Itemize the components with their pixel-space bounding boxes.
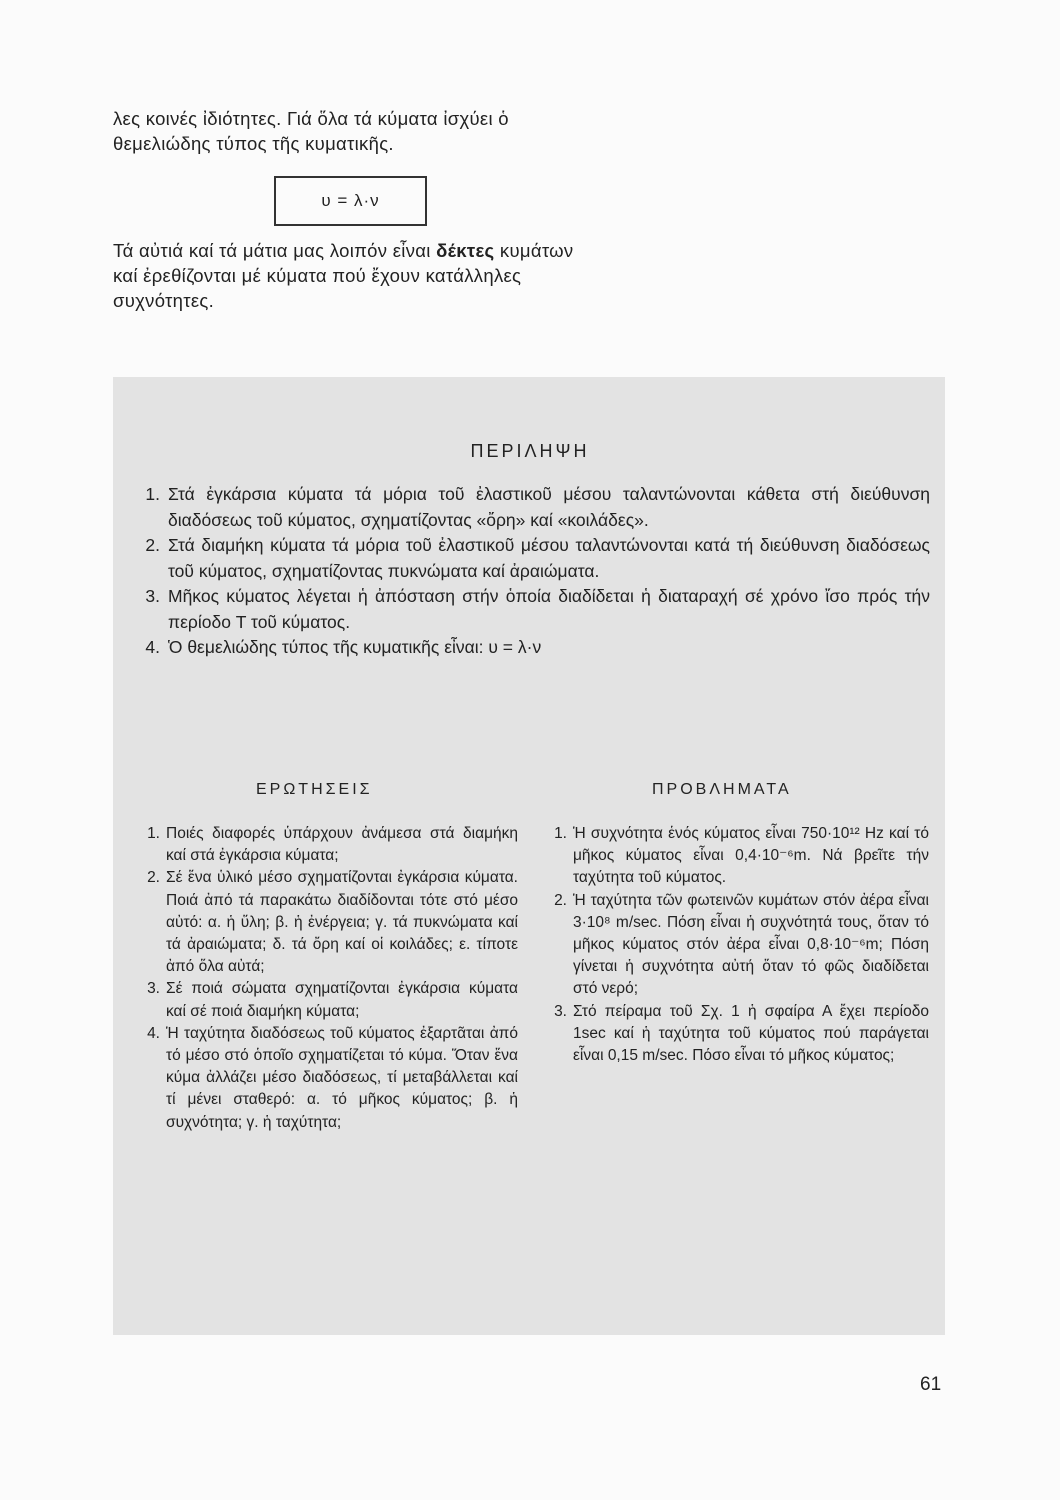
page-number: 61 [920, 1374, 942, 1395]
summary-item [130, 635, 930, 661]
summary-item-text: Στά διαμήκη κύματα τά μόρια τοῦ ἐλαστικοῦ μέσου ταλαντώνονται κατά τή διεύθυνση διαδόσεως τοῦ κύματος, σχηματίζοντας πυκνώματα καί ἀραιώματα. [168, 535, 930, 581]
summary-item-number: 4. [145, 637, 160, 657]
problem-text: Στό πείραμα τοῦ Σχ. 1 ἡ σφαίρα Α ἔχει περίοδο 1sec καί ἡ ταχύτητα τοῦ κύματος πού παράγεται εἶναι 0,15 m/sec. Πόσο εἶναι τό μῆκος κύματος; [573, 1002, 929, 1065]
problem-item [537, 890, 929, 1001]
summary-item-number: 1. [145, 484, 160, 504]
question-number: 2. [147, 869, 160, 887]
formula-text: υ = λ·ν [321, 191, 380, 210]
question-text: Σέ ἕνα ὑλικό μέσο σχηματίζονται ἐγκάρσια κύματα. Ποιά ἀπό τά παρακάτω διαδίδονται τότε στό μέσο αὐτό: α. ἡ ὕλη; β. ἡ ἐνέργεια; γ. τά πυκνώματα καί τά ἀραιώματα; δ. τά ὄρη καί οἱ κοιλάδες; ε. τίποτε ἀπό ὅλα αὐτά; [166, 869, 518, 976]
summary-list [130, 482, 930, 661]
summary-item-text: Στά ἐγκάρσια κύματα τά μόρια τοῦ ἐλαστικοῦ μέσου ταλαντώνονται κάθετα στή διεύθυνση διαδόσεως τοῦ κύματος, σχηματίζοντας «ὄρη» καί «κοιλάδες». [168, 484, 930, 530]
summary-item [130, 584, 930, 635]
receivers-text-end: κυμάτων καί ἐρεθίζονται μέ κύματα πού ἔχουν κατάλληλες συχνότητες. [113, 240, 574, 311]
question-item [130, 978, 518, 1022]
intro-paragraph: λες κοινές ἰδιότητες. Γιά ὅλα τά κύματα ἰσχύει ὁ θεμελιώδης τύπος τῆς κυματικῆς. [113, 108, 509, 154]
problem-number: 1. [554, 825, 567, 842]
question-number: 3. [147, 980, 160, 998]
question-number: 4. [147, 1024, 160, 1042]
question-item [130, 1023, 518, 1134]
problems-list [537, 823, 929, 1067]
problem-text: Ἡ συχνότητα ἑνός κύματος εἶναι 750·10¹² Hz καί τό μῆκος κύματος εἶναι 0,4·10⁻⁶m. Νά βρεῖτε τήν ταχύτητα τοῦ κύματος. [573, 825, 929, 887]
summary-item [130, 533, 930, 584]
summary-item-text: Μῆκος κύματος λέγεται ἡ ἀπόσταση στήν ὁποία διαδίδεται ἡ διαταραχή σέ χρόνο ἴσο πρός τήν περίοδο T τοῦ κύματος. [168, 586, 930, 632]
summary-item-number: 2. [145, 535, 160, 555]
problems-title: ΠΡΟΒΛΗΜΑΤΑ [652, 781, 792, 798]
summary-title: ΠΕΡΙΛΗΨΗ [470, 441, 590, 461]
problem-item [537, 1001, 929, 1068]
summary-item-number: 3. [145, 586, 160, 606]
question-item [130, 823, 518, 867]
receivers-bold-term: δέκτες [436, 240, 495, 261]
receivers-text-start: Τά αὐτιά καί τά μάτια μας λοιπόν εἶναι [113, 240, 437, 261]
problem-number: 2. [554, 891, 567, 909]
question-text: Ποιές διαφορές ὑπάρχουν ἀνάμεσα στά διαμήκη καί στά ἐγκάρσια κύματα; [166, 825, 518, 865]
question-text: Ἡ ταχύτητα διαδόσεως τοῦ κύματος ἐξαρτᾶται ἀπό τό μέσο στό ὁποῖο σχηματίζεται τό κύμα. Ὅταν ἕνα κύμα ἀλλάζει μέσο διαδόσεως, τί μεταβάλλεται καί τί μένει σταθερό: α. τό μῆκος κύματος; β. ἡ συχνότητα; γ. ἡ ταχύτητα; [166, 1024, 518, 1131]
question-text: Σέ ποιά σώματα σχηματίζονται ἐγκάρσια κύματα καί σέ ποιά διαμήκη κύματα; [166, 980, 518, 1020]
question-item [130, 867, 518, 978]
questions-list [130, 823, 518, 1134]
formula-box [274, 176, 427, 226]
questions-title: ΕΡΩΤΗΣΕΙΣ [256, 781, 373, 798]
summary-item [130, 482, 930, 533]
summary-item-text: Ὁ θεμελιώδης τύπος τῆς κυματικῆς εἶναι: υ = λ·ν [168, 637, 542, 657]
problem-text: Ἡ ταχύτητα τῶν φωτεινῶν κυμάτων στόν ἀέρα εἶναι 3·10⁸ m/sec. Πόση εἶναι ἡ συχνότητά τους, ὅταν τό μῆκος κύματος στόν ἀέρα εἶναι 0,8·10⁻⁶m; Πόση γίνεται ἡ συχνότητα αὐτή ὅταν τό φῶς διαδίδεται στό νερό; [573, 891, 929, 998]
question-number: 1. [147, 825, 160, 842]
receivers-paragraph [113, 238, 603, 313]
problem-item [537, 823, 929, 890]
problem-number: 3. [554, 1002, 567, 1020]
